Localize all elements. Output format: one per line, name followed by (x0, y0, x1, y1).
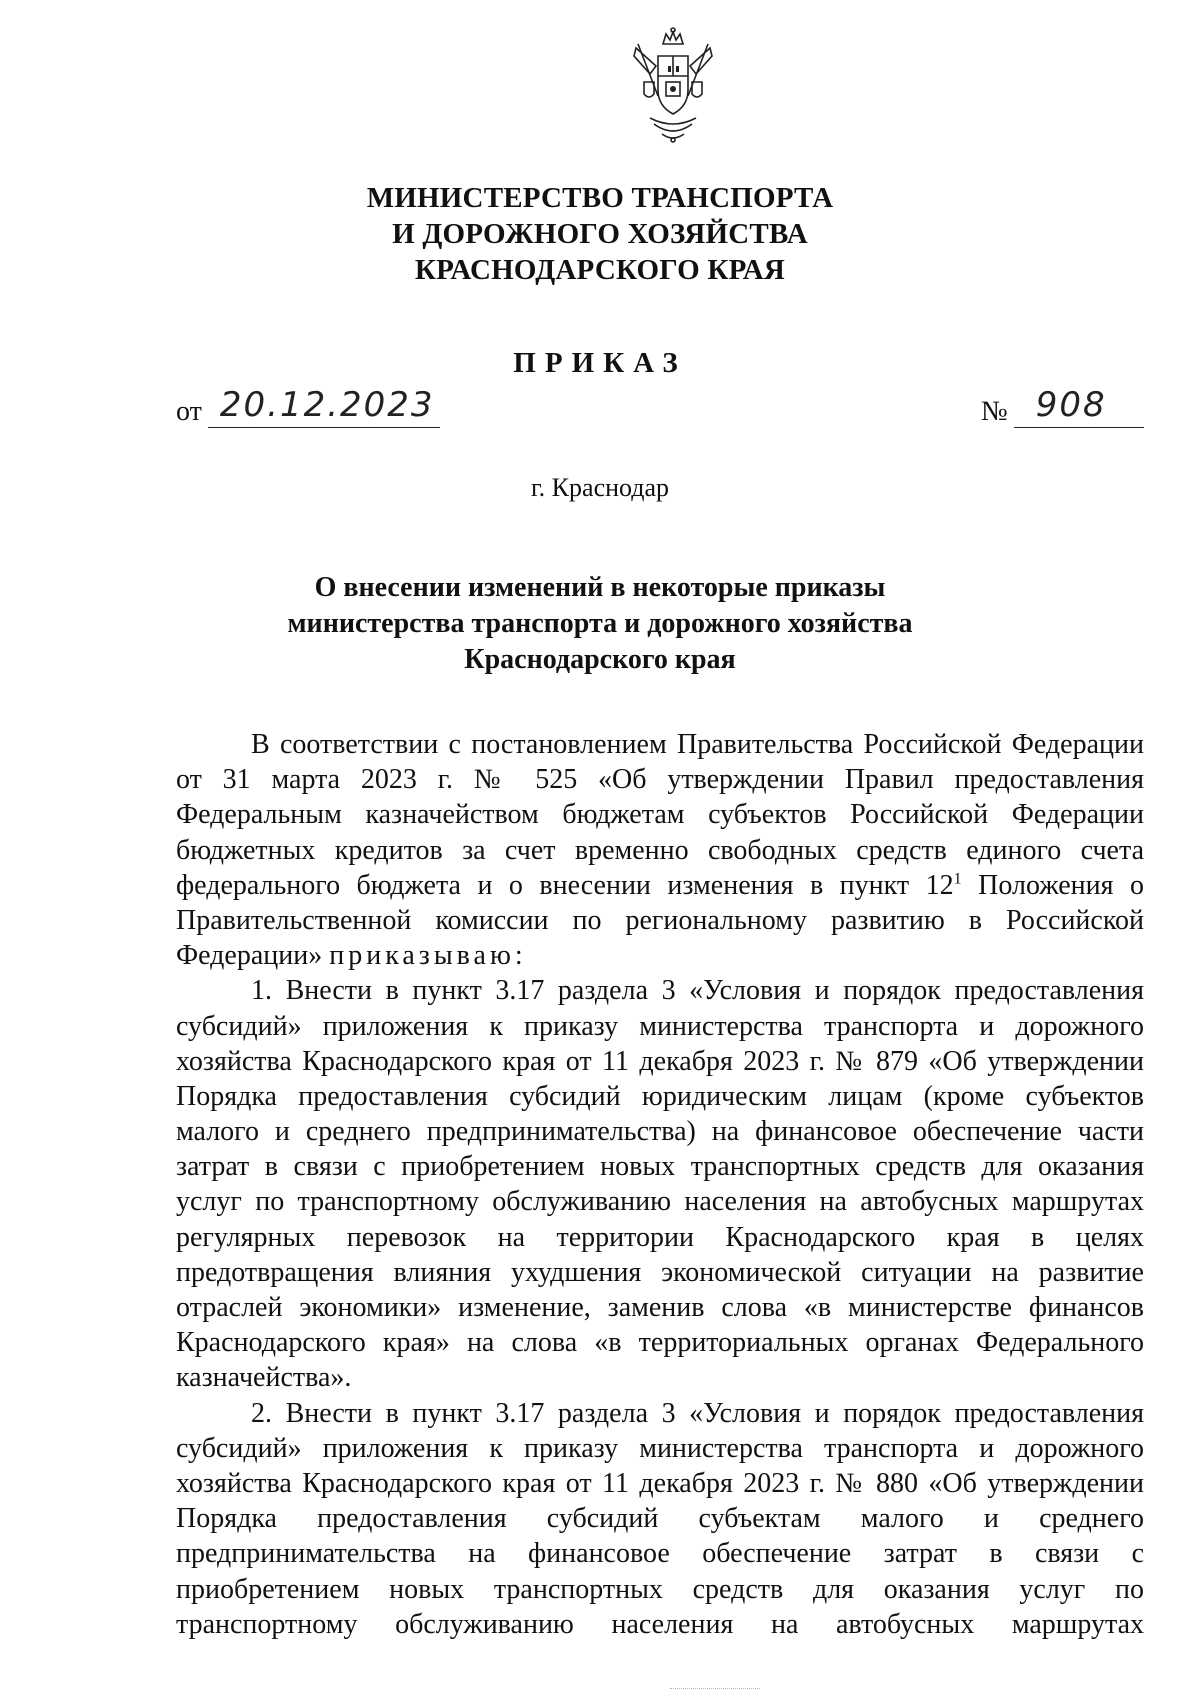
date-prefix: от (176, 396, 202, 427)
subject-line: министерства транспорта и дорожного хозяйства (287, 608, 913, 639)
document-type: ПРИКАЗ (513, 347, 687, 379)
order-number (981, 385, 1144, 428)
body-line-text: Федерации» (176, 940, 330, 972)
ministry-name-line: МИНИСТЕРСТВО ТРАНСПОРТА (366, 182, 834, 214)
body-line (176, 868, 1144, 903)
body-line: В соответствии с постановлением Правительства Российской Федерации (251, 729, 1144, 760)
ministry-name (300, 180, 900, 288)
body-line: 2. Внести в пункт 3.17 раздела 3 «Условия и порядок предоставления (251, 1397, 1144, 1429)
ministry-name-line: КРАСНОДАРСКОГО КРАЯ (414, 254, 786, 286)
body-line: Правительственной комиссии по региональному развитию в Российской (176, 904, 1144, 936)
handwritten-number: 908 (1035, 385, 1107, 425)
body-line (176, 938, 1144, 973)
subject-line: О внесении изменений в некоторые приказы (314, 572, 886, 603)
body-line: малого и среднего предпринимательства) на финансовое обеспечение части (176, 1116, 1144, 1148)
body-line: от 31 марта 2023 г. № 525 «Об утверждении Правил предоставления (176, 764, 1144, 796)
handwritten-date: 20.12.2023 (219, 385, 435, 425)
body-line-text: федерального бюджета и о внесении изменения в пункт 12 (176, 869, 954, 901)
number-prefix: № (981, 396, 1008, 427)
body-line: регулярных перевозок на территории Краснодарского края в целях (176, 1221, 1144, 1253)
body-line: отраслей экономики» изменение, заменив слова «в министерстве финансов (176, 1292, 1144, 1323)
ministry-name-line: И ДОРОЖНОГО ХОЗЯЙСТВА (392, 218, 808, 250)
body-line: предотвращения влияния ухудшения экономической ситуации на развитие (176, 1256, 1144, 1288)
body-line: приобретением новых транспортных средств для оказания услуг по (176, 1573, 1144, 1605)
body-line: бюджетных кредитов за счет временно свободных средств единого счета (176, 834, 1144, 866)
city: г. Краснодар (530, 473, 670, 502)
order-verb: приказываю (329, 940, 515, 972)
number-field (1014, 385, 1144, 428)
body-line: субсидий» приложения к приказу министерства транспорта и дорожного (176, 1432, 1144, 1464)
body-line: Краснодарского края» на слова «в территориальных органах Федерального (176, 1327, 1144, 1359)
body-line: казначейства». (176, 1362, 352, 1394)
date-field (208, 385, 440, 428)
body-line: Порядка предоставления субсидий субъектам малого и среднего (176, 1503, 1144, 1535)
body-line: Федеральным казначейством бюджетам субъектов Российской Федерации (176, 799, 1144, 831)
body-line: затрат в связи с приобретением новых транспортных средств для оказания (176, 1151, 1144, 1183)
coat-of-arms-icon (628, 26, 718, 146)
body-line: хозяйства Краснодарского края от 11 декабря 2023 г. № 879 «Об утверждении (176, 1045, 1144, 1077)
body-line: услуг по транспортному обслуживанию населения на автобусных маршрутах (176, 1186, 1144, 1218)
body-line: хозяйства Краснодарского края от 11 декабря 2023 г. № 880 «Об утверждении (176, 1467, 1144, 1499)
order-body (176, 727, 1144, 1642)
body-line-text: : (514, 940, 523, 972)
body-line: субсидий» приложения к приказу министерства транспорта и дорожного (176, 1010, 1144, 1042)
scan-artifact (670, 1688, 760, 1691)
superscript: 1 (953, 870, 962, 888)
body-line-text: Положения о (961, 869, 1144, 901)
subject-line: Краснодарского края (464, 644, 736, 675)
body-line: транспортному обслуживанию населения на автобусных маршрутах (176, 1608, 1144, 1640)
body-line: 1. Внести в пункт 3.17 раздела 3 «Условия и порядок предоставления (251, 975, 1144, 1007)
body-line: Порядка предоставления субсидий юридическим лицам (кроме субъектов (176, 1080, 1144, 1112)
order-date (176, 385, 440, 428)
body-line: предпринимательства на финансовое обеспечение затрат в связи с (176, 1538, 1144, 1570)
order-subject (240, 570, 960, 678)
